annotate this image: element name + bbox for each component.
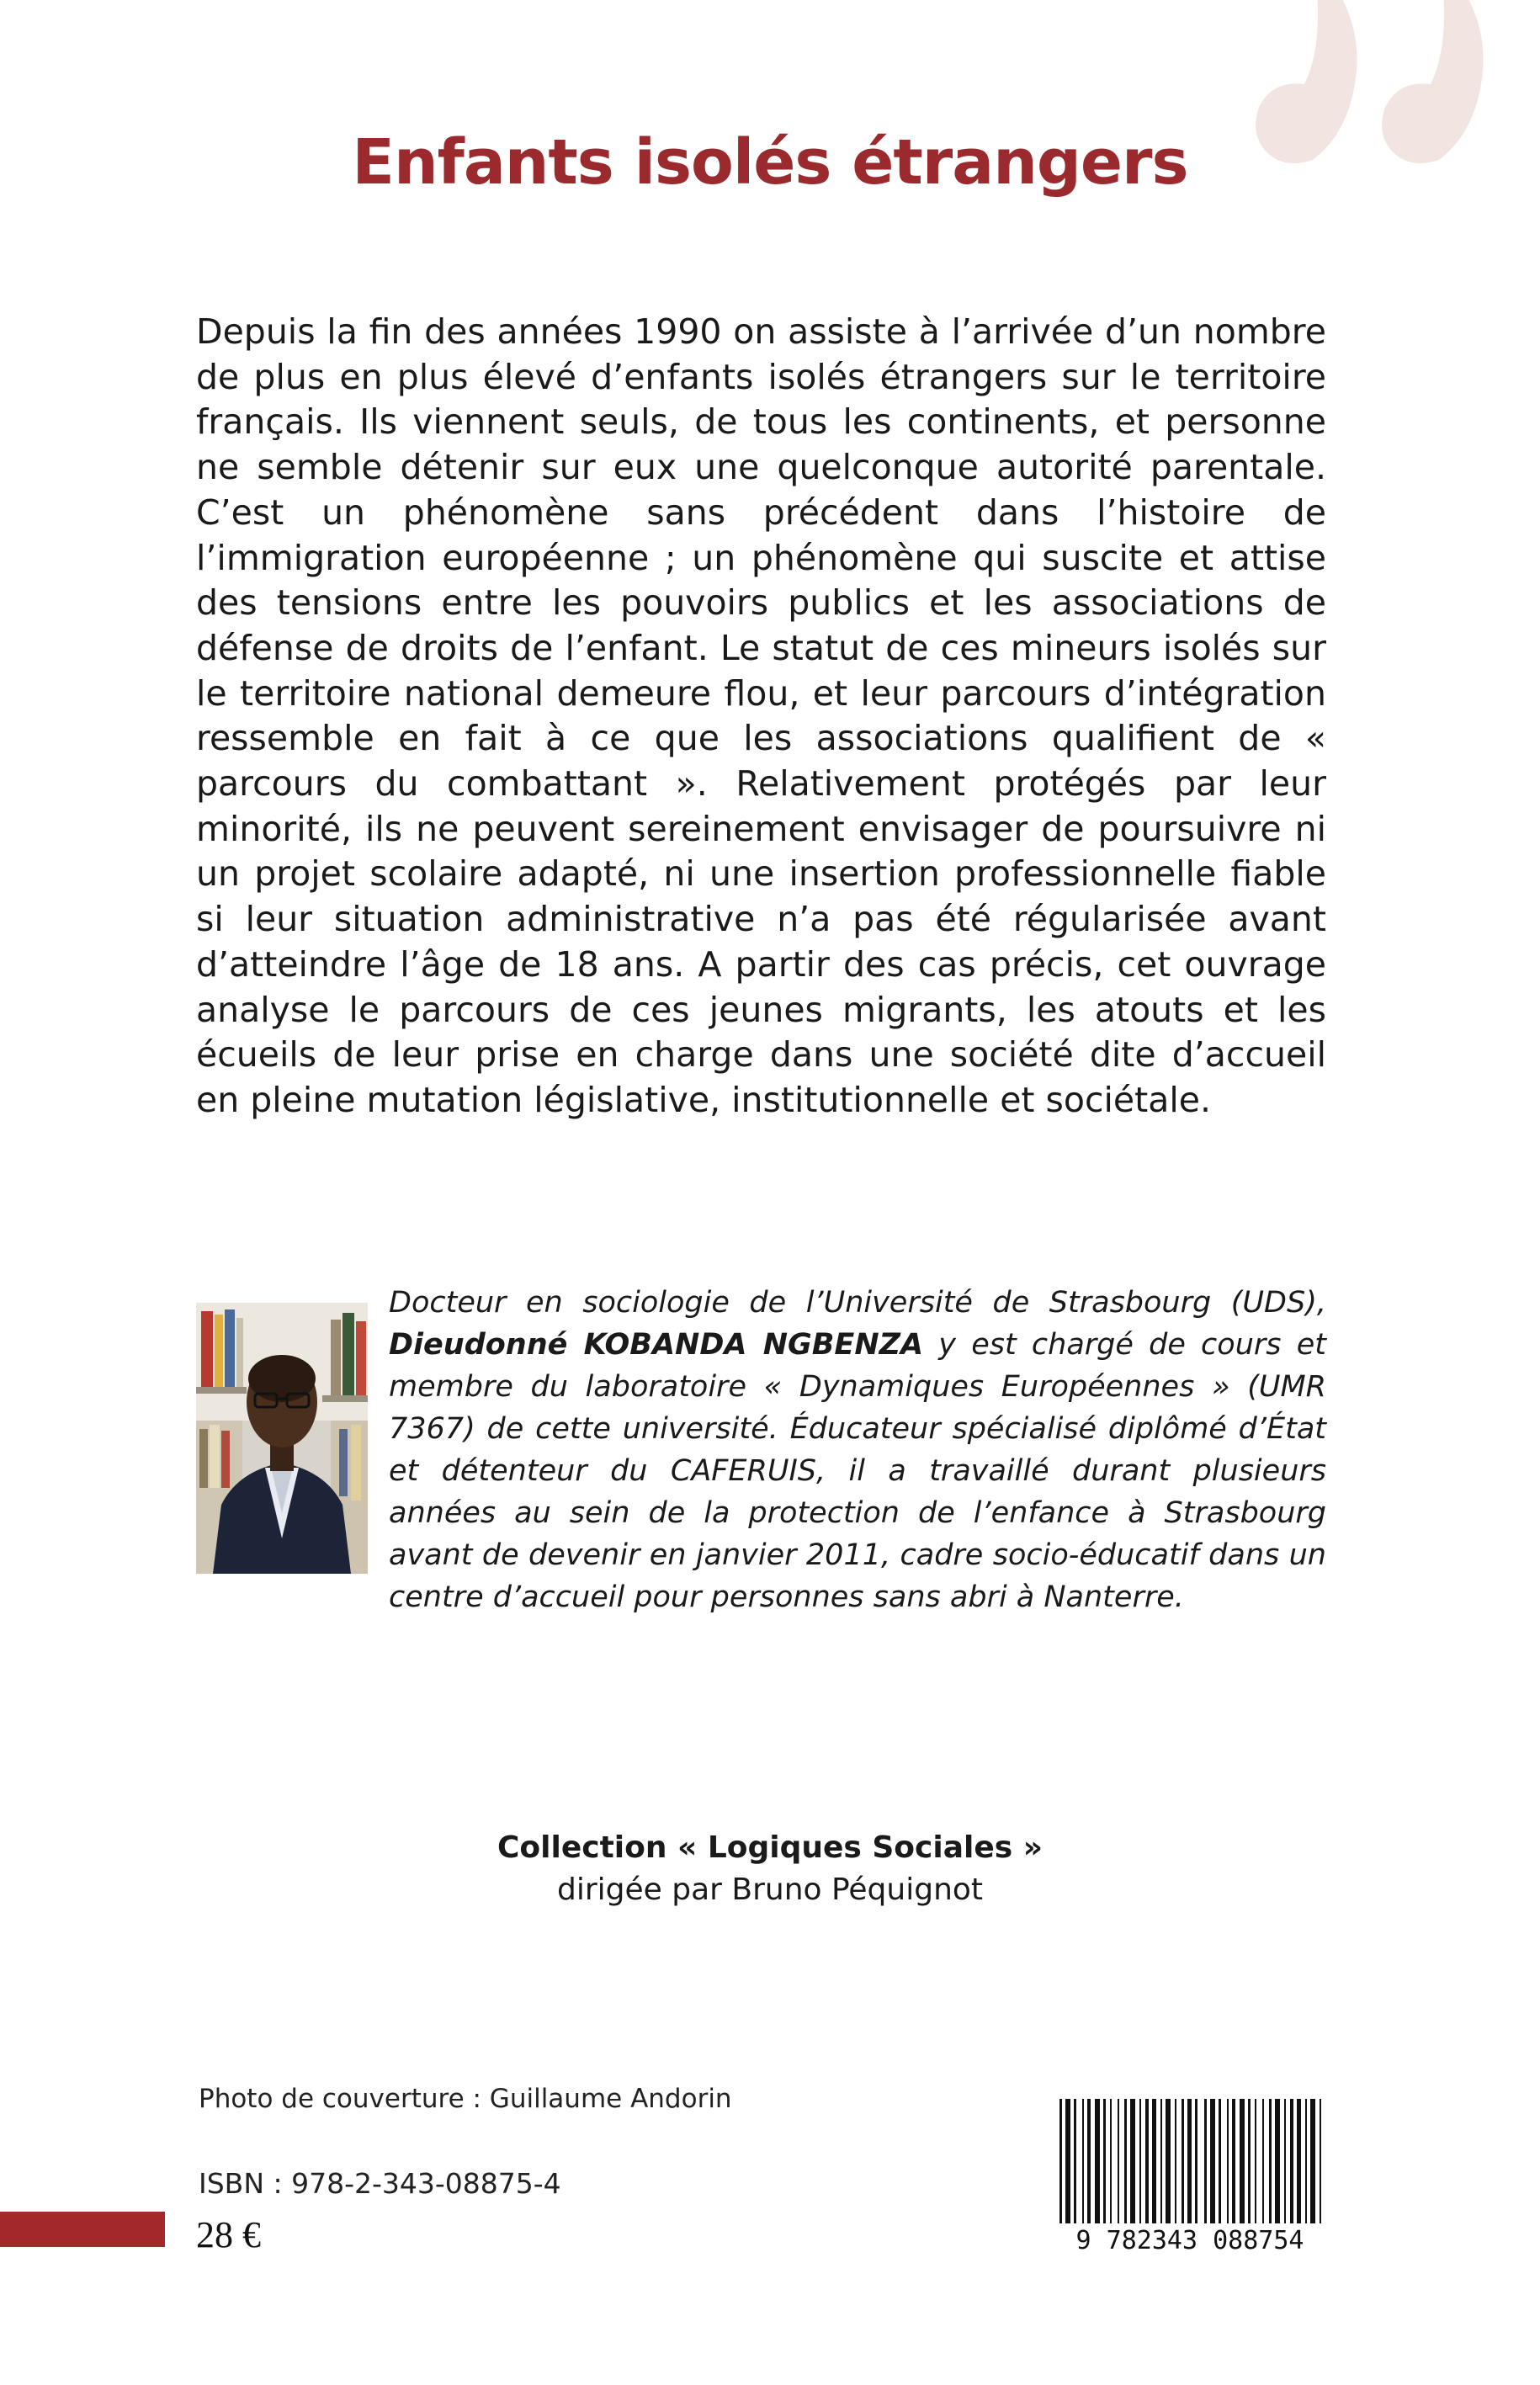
collection-director: dirigée par Bruno Péquignot: [556, 1872, 984, 1907]
bio-intro: Docteur en sociologie de l’Université de Strasbourg (UDS),: [389, 1286, 1326, 1320]
author-bio: [389, 1282, 1326, 1618]
author-photo: [196, 1303, 368, 1574]
photo-credit: Photo de couverture : Guillaume Andorin: [199, 2084, 732, 2114]
collection-name: Collection « Logiques Sociales »: [497, 1830, 1043, 1865]
collection-block: [0, 1827, 1540, 1911]
book-title: Enfants isolés étrangers: [352, 126, 1188, 199]
isbn: ISBN : 978-2-343-08875-4: [199, 2167, 561, 2200]
barcode-icon: [1054, 2097, 1325, 2254]
price: 28 €: [196, 2214, 261, 2255]
barcode-digits: 9 782343 088754: [1075, 2226, 1304, 2254]
bio-rest: y est chargé de cours et membre du laboratoire « Dynamiques Européennes » (UMR 7367) de cette université. Éducateur spécialisé diplômé d’État et détenteur du CAFERUIS, il a travaillé durant plusieurs années au sein de la protection de l’enfance à Strasbourg avant de devenir en janvier 2011, cadre socio-éducatif dans un centre d’accueil pour personnes sans abri à Nanterre.: [389, 1328, 1326, 1614]
accent-bar: [0, 2212, 165, 2247]
book-summary: Depuis la fin des années 1990 on assiste à l’arrivée d’un nombre de plus en plus élevé d’enfants isolés étrangers sur le territoire français. Ils viennent seuls, de tous les continents, et personne ne semble détenir sur eux une quelconque autorité parentale. C’est un phénomène sans précédent dans l’histoire de l’immigration européenne ; un phénomène qui suscite et attise des tensions entre les pouvoirs publics et les associations de défense de droits de l’enfant. Le statut de ces mineurs isolés sur le territoire national demeure flou, et leur parcours d’intégration ressemble en fait à ce que les associations qualifient de « parcours du combattant ». Relativement protégés par leur minorité, ils ne peuvent sereinement envisager de poursuivre ni un projet scolaire adapté, ni une insertion professionnelle fiable si leur situation administrative n’a pas été régularisée avant d’atteindre l’âge de 18 ans. A partir des cas précis, cet ouvrage analyse le parcours de ces jeunes migrants, les atouts et les écueils de leur prise en charge dans une société dite d’accueil en pleine mutation législative, institutionnelle et sociétale.: [196, 311, 1326, 1120]
author-name: Dieudonné KOBANDA NGBENZA: [389, 1328, 924, 1362]
